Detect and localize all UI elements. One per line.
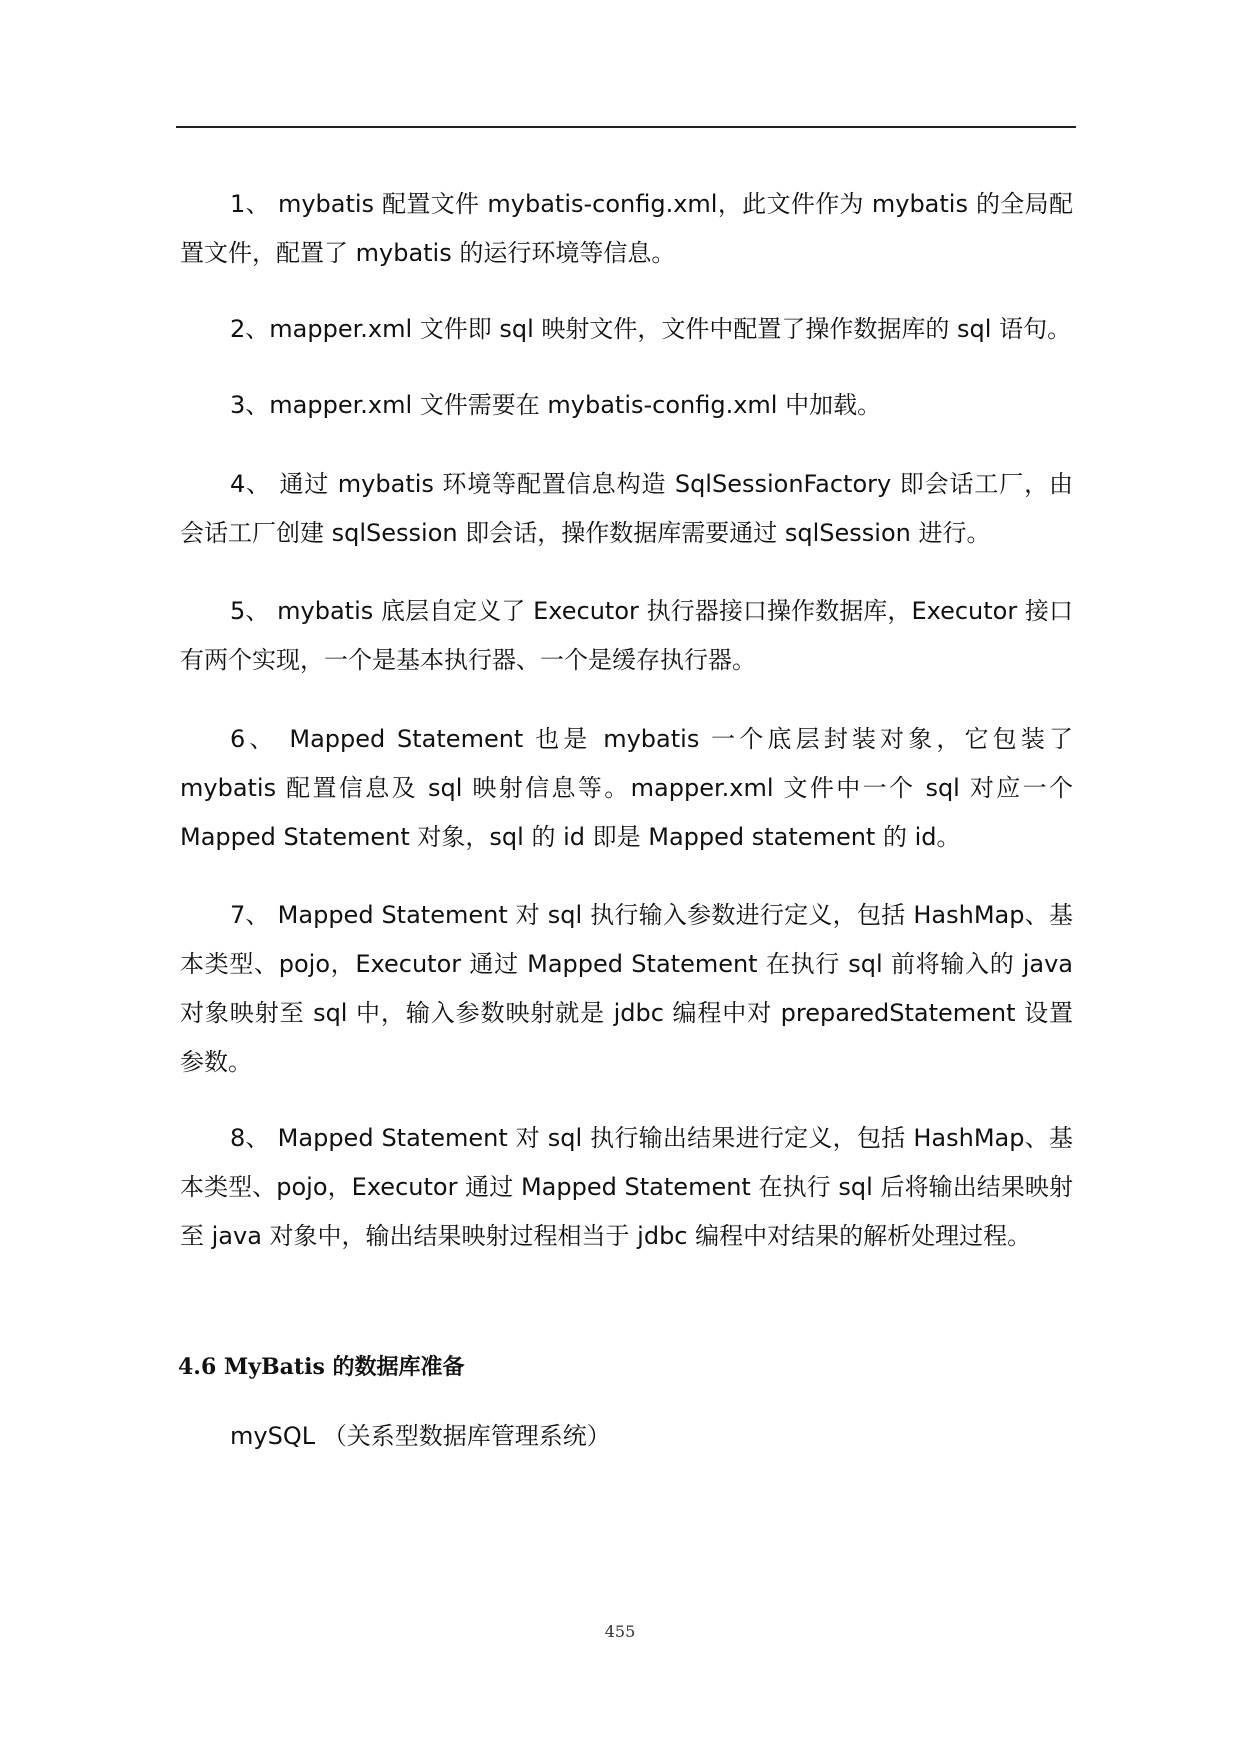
paragraph-5: 5、 mybatis 底层自定义了 Executor 执行器接口操作数据库，Executor 接口有两个实现，一个是基本执行器、一个是缓存执行器。	[180, 597, 1073, 674]
paragraph-1: 1、 mybatis 配置文件 mybatis-config.xml，此文件作为 mybatis 的全局配置文件，配置了 mybatis 的运行环境等信息。	[180, 190, 1073, 267]
paragraph-7: 7、 Mapped Statement 对 sql 执行输入参数进行定义，包括 HashMap、基本类型、pojo，Executor 通过 Mapped Statement 在执行 sql 前将输入的 java 对象映射至 sql 中，输入参数映射就是 jdbc 编程中对 preparedStatement 设置参数。	[180, 901, 1073, 1076]
section-heading: 4.6 MyBatis 的数据库准备	[178, 1354, 465, 1380]
paragraph-2: 2、mapper.xml 文件即 sql 映射文件，文件中配置了操作数据库的 sql 语句。	[230, 315, 1072, 343]
paragraph-6: 6、 Mapped Statement 也是 mybatis 一个底层封装对象，它包装了 mybatis 配置信息及 sql 映射信息等。mapper.xml 文件中一个 sql 对应一个 Mapped Statement 对象，sql 的 id 即是 Mapped statement 的 id。	[180, 725, 1073, 851]
paragraph-3: 3、mapper.xml 文件需要在 mybatis-config.xml 中加载。	[230, 391, 882, 419]
header-rule	[176, 126, 1076, 128]
page-number: 455	[604, 1622, 636, 1641]
paragraph-8: 8、 Mapped Statement 对 sql 执行输出结果进行定义，包括 HashMap、基本类型、pojo，Executor 通过 Mapped Statement 在执行 sql 后将输出结果映射至 java 对象中，输出结果映射过程相当于 jdbc 编程中对结果的解析处理过程。	[180, 1124, 1073, 1250]
mysql-line: mySQL （关系型数据库管理系统）	[230, 1422, 611, 1450]
paragraph-4: 4、 通过 mybatis 环境等配置信息构造 SqlSessionFactory 即会话工厂，由会话工厂创建 sqlSession 即会话，操作数据库需要通过 sqlSession 进行。	[180, 470, 1073, 547]
